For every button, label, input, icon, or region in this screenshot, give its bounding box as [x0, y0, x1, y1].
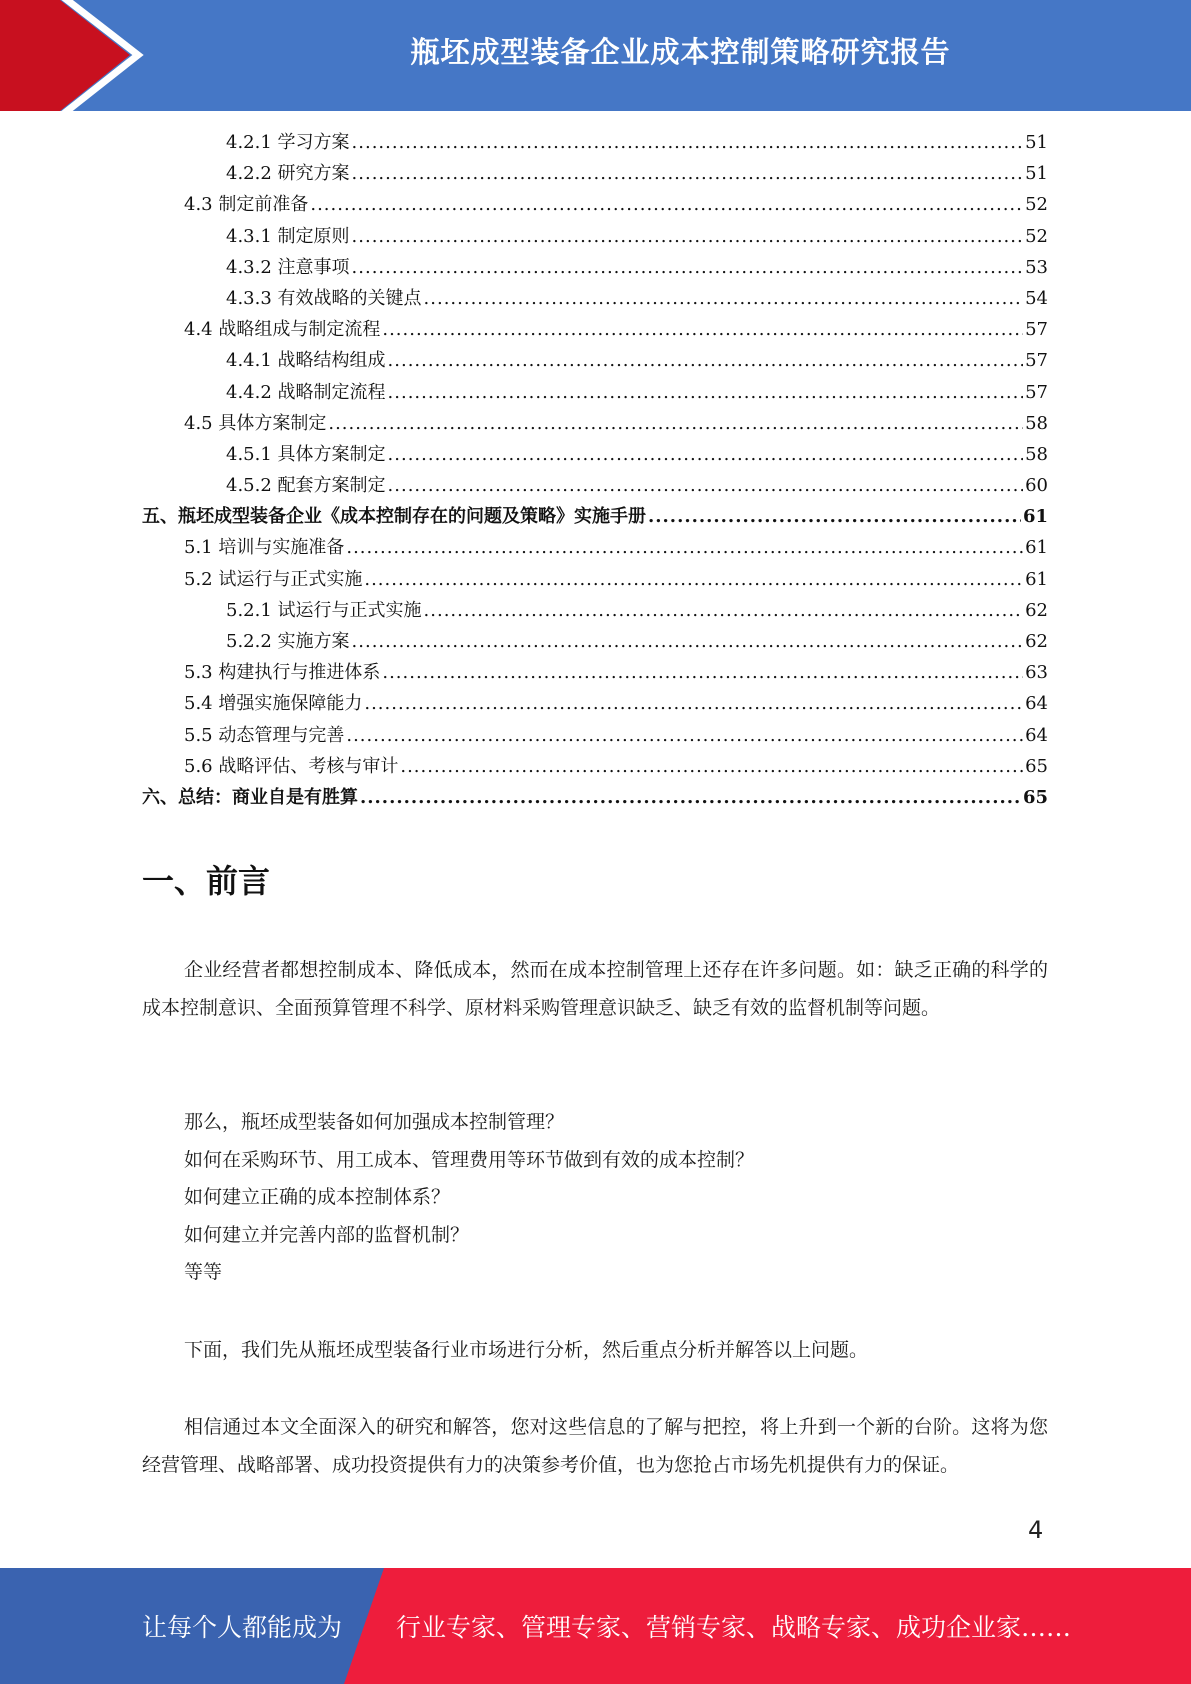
toc-entry-page: 64	[1025, 693, 1048, 715]
toc-entry[interactable]	[142, 158, 1048, 189]
toc-entry-number: 5.2.2	[226, 631, 278, 652]
toc-entry[interactable]	[142, 501, 1048, 532]
toc-entry[interactable]	[142, 720, 1048, 751]
toc-entry-page: 57	[1025, 381, 1048, 403]
question-item: 如何在采购环节、用工成本、管理费用等环节做到有效的成本控制？	[184, 1148, 755, 1171]
toc-entry-title: 总结：商业自是有胜算	[178, 786, 358, 808]
toc-dot-leader	[388, 377, 1024, 408]
toc-entry-number: 4.4.2	[226, 381, 278, 403]
toc-entry-number: 5.6	[184, 755, 219, 777]
section-heading: 一、前言	[142, 862, 271, 900]
toc-entry-page: 51	[1025, 132, 1048, 153]
toc-dot-leader	[328, 408, 1023, 439]
toc-entry[interactable]	[142, 127, 1048, 158]
toc-entry-title: 具体方案制定	[218, 412, 327, 434]
toc-entry[interactable]	[142, 532, 1048, 563]
toc-entry-number: 5.5	[184, 724, 219, 746]
toc-entry[interactable]	[142, 439, 1048, 470]
toc-entry-page: 58	[1025, 443, 1048, 465]
toc-dot-leader	[352, 626, 1024, 657]
toc-entry-number: 5.4	[184, 693, 219, 715]
toc-entry-number: 4.2.1	[226, 132, 278, 153]
footer-slogan-left: 让每个人都能成为	[142, 1613, 343, 1642]
toc-entry-page: 64	[1025, 724, 1048, 746]
toc-entry-title: 瓶坯成型装备企业《成本控制存在的问题及策略》实施手册	[178, 506, 646, 528]
toc-entry-page: 61	[1022, 506, 1048, 528]
toc-dot-leader	[360, 782, 1021, 813]
toc-entry[interactable]	[142, 252, 1048, 283]
toc-entry-title: 具体方案制定	[277, 443, 386, 465]
toc-entry[interactable]	[142, 626, 1048, 657]
toc-entry-number: 4.5.1	[226, 443, 278, 465]
toc-dot-leader	[400, 751, 1023, 782]
toc-entry-page: 63	[1025, 662, 1048, 684]
toc-dot-leader	[388, 470, 1024, 501]
toc-entry[interactable]	[142, 688, 1048, 719]
toc-dot-leader	[388, 439, 1024, 470]
toc-entry-page: 51	[1025, 163, 1048, 185]
toc-entry-title: 构建执行与推进体系	[218, 662, 381, 684]
toc-entry-number: 4.3.3	[226, 287, 278, 309]
toc-entry-number: 4.5	[184, 412, 219, 434]
toc-entry-number: 4.2.2	[226, 163, 278, 185]
toc-entry[interactable]	[142, 782, 1048, 813]
toc-entry[interactable]	[142, 283, 1048, 314]
toc-entry[interactable]	[142, 345, 1048, 376]
toc-dot-leader	[382, 314, 1023, 345]
toc-dot-leader	[352, 158, 1024, 189]
question-item: 等等	[184, 1261, 223, 1284]
toc-entry-page: 52	[1025, 194, 1048, 216]
page-header	[0, 0, 1191, 111]
question-list	[184, 1104, 754, 1292]
toc-dot-leader	[346, 720, 1023, 751]
page-footer	[0, 1568, 1191, 1684]
toc-entry-page: 52	[1025, 225, 1048, 247]
header-arrow-decoration	[0, 0, 160, 111]
toc-entry-number: 5.1	[184, 537, 219, 559]
toc-entry[interactable]	[142, 221, 1048, 252]
toc-entry-page: 53	[1025, 256, 1048, 278]
toc-entry-title: 战略结构组成	[277, 350, 386, 372]
question-item: 如何建立并完善内部的监督机制？	[184, 1223, 470, 1246]
toc-dot-leader	[364, 688, 1023, 719]
toc-dot-leader	[310, 189, 1023, 220]
toc-entry-title: 试运行与正式实施	[218, 568, 363, 590]
table-of-contents	[142, 127, 1048, 813]
toc-entry[interactable]	[142, 595, 1048, 626]
toc-entry-number: 4.3	[184, 194, 219, 216]
toc-entry[interactable]	[142, 314, 1048, 345]
toc-entry[interactable]	[142, 564, 1048, 595]
toc-entry-title: 注意事项	[277, 256, 350, 278]
toc-entry[interactable]	[142, 377, 1048, 408]
toc-entry-page: 57	[1025, 319, 1048, 341]
toc-entry[interactable]	[142, 189, 1048, 220]
toc-dot-leader	[346, 532, 1023, 563]
toc-entry-page: 65	[1022, 786, 1048, 808]
toc-entry-title: 战略评估、考核与审计	[218, 755, 399, 777]
toc-entry[interactable]	[142, 470, 1048, 501]
next-paragraph: 下面，我们先从瓶坯成型装备行业市场进行分析，然后重点分析并解答以上问题。	[184, 1339, 869, 1361]
toc-entry-number: 4.4.1	[226, 350, 278, 372]
toc-dot-leader	[424, 283, 1024, 314]
toc-entry-title: 学习方案	[277, 132, 350, 153]
toc-entry-title: 有效战略的关键点	[277, 287, 422, 309]
footer-slogan-right: 行业专家、管理专家、营销专家、战略专家、成功企业家……	[396, 1613, 1072, 1642]
toc-dot-leader	[388, 345, 1024, 376]
toc-dot-leader	[364, 564, 1023, 595]
toc-entry-number: 五、	[142, 506, 178, 528]
toc-dot-leader	[382, 657, 1023, 688]
toc-entry-title: 制定原则	[277, 225, 350, 247]
toc-dot-leader	[352, 221, 1024, 252]
toc-entry-title: 实施方案	[277, 631, 350, 652]
toc-entry-number: 4.4	[184, 319, 219, 341]
toc-entry-page: 62	[1025, 631, 1048, 652]
toc-entry-title: 制定前准备	[218, 194, 309, 216]
question-item: 那么，瓶坯成型装备如何加强成本控制管理？	[184, 1111, 565, 1133]
toc-dot-leader	[648, 501, 1021, 532]
toc-entry-title: 战略制定流程	[277, 381, 386, 403]
toc-entry-title: 增强实施保障能力	[218, 693, 363, 715]
toc-entry-number: 六、	[142, 786, 178, 808]
toc-entry-page: 60	[1025, 475, 1048, 497]
toc-entry-number: 5.2	[184, 568, 219, 590]
toc-entry-number: 5.3	[184, 662, 219, 684]
toc-entry[interactable]	[142, 657, 1048, 688]
toc-entry-title: 战略组成与制定流程	[218, 319, 381, 341]
toc-entry-title: 配套方案制定	[277, 475, 386, 497]
toc-entry-number: 4.3.2	[226, 256, 278, 278]
toc-entry-page: 65	[1025, 755, 1048, 777]
toc-entry-page: 61	[1025, 568, 1048, 590]
toc-entry-title: 试运行与正式实施	[277, 599, 422, 621]
toc-entry-title: 动态管理与完善	[218, 724, 345, 746]
toc-dot-leader	[352, 252, 1024, 283]
closing-paragraph: 相信通过本文全面深入的研究和解答，您对这些信息的了解与把控，将上升到一个新的台阶。这将为您经营管理、战略部署、成功投资提供有力的决策参考价值，也为您抢占市场先机提供有力的保证。	[142, 1416, 1048, 1476]
page-number: 4	[1028, 1516, 1044, 1544]
toc-dot-leader	[424, 595, 1024, 626]
toc-dot-leader	[352, 127, 1024, 158]
toc-entry-page: 61	[1025, 537, 1048, 559]
intro-paragraph: 企业经营者都想控制成本、降低成本，然而在成本控制管理上还存在许多问题。如：缺乏正确的科学的成本控制意识、全面预算管理不科学、原材料采购管理意识缺乏、缺乏有效的监督机制等问题。	[142, 959, 1048, 1019]
toc-entry-page: 58	[1025, 412, 1048, 434]
toc-entry-number: 4.5.2	[226, 475, 278, 497]
question-item: 如何建立正确的成本控制体系？	[184, 1186, 451, 1209]
toc-entry-page: 57	[1025, 350, 1048, 372]
report-title: 瓶坯成型装备企业成本控制策略研究报告	[410, 34, 951, 69]
toc-entry-title: 研究方案	[277, 163, 350, 185]
toc-entry-number: 4.3.1	[226, 225, 278, 247]
toc-entry-page: 54	[1025, 287, 1048, 309]
toc-entry-page: 62	[1025, 599, 1048, 621]
toc-entry-title: 培训与实施准备	[218, 537, 345, 559]
toc-entry[interactable]	[142, 408, 1048, 439]
toc-entry-number: 5.2.1	[226, 599, 278, 621]
toc-entry[interactable]	[142, 751, 1048, 782]
